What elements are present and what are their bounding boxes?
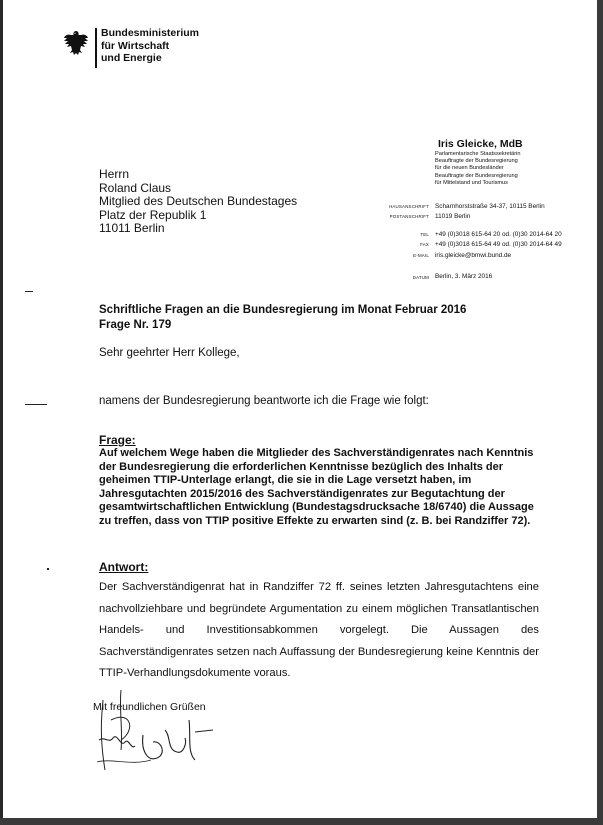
federal-eagle-icon bbox=[63, 29, 89, 57]
punch-mark bbox=[25, 404, 47, 405]
subject-line: Schriftliche Fragen an die Bundesregierung im Monat Februar 2016 bbox=[99, 304, 467, 316]
sender-name: Iris Gleicke, MdB bbox=[438, 138, 523, 150]
house-address: Scharnhorststraße 34-37, 10115 Berlin bbox=[435, 203, 545, 210]
salutation: Sehr geehrter Herr Kollege, bbox=[99, 347, 240, 359]
ministry-name bbox=[101, 27, 199, 65]
house-address-label: HAUSANSCHRIFT bbox=[389, 204, 429, 209]
question-number: Frage Nr. 179 bbox=[99, 319, 172, 331]
post-address-label: POSTANSCHRIFT bbox=[389, 214, 429, 219]
recipient-line: Roland Claus bbox=[99, 180, 172, 195]
answer-label: Antwort: bbox=[99, 560, 149, 574]
email-label: E-MAIL bbox=[413, 253, 429, 258]
letter-page bbox=[3, 0, 597, 818]
subject bbox=[99, 303, 466, 333]
answer-text: Der Sachverständigenrat hat in Randziffer 72 ff. seines letzten Jahresgutachtens eine nachvollziehbare und begründete Argumentation zu einem möglichen Transatlantischen Handels- und Investitionsabkommen vorgelegt. Die Aussagen des Sachverständigenrates setzen nach Auffassung der Bundesregierung keine Kenntnis der TTIP-Verhandlungsdokumente voraus. bbox=[99, 581, 539, 679]
sender-role: Beauftragte der Bundesregierung bbox=[435, 158, 518, 165]
recipient-address bbox=[99, 168, 297, 236]
letter-date: Berlin, 3. März 2016 bbox=[435, 273, 493, 280]
handwritten-signature bbox=[91, 680, 221, 780]
sender-role: Parlamentarische Staatssekretärin bbox=[435, 151, 521, 157]
post-address: 11019 Berlin bbox=[435, 213, 471, 220]
closing-greeting: Mit freundlichen Grüßen bbox=[93, 701, 206, 713]
question-text: Auf welchem Wege haben die Mitglieder des Sachverständigenrates nach Kenntnis der Bundesregierung die erforderlichen Kenntnisse bezüglich des Inhalts der geheimen TTIP-Unterlage erlangt, die sie in die Lage versetzt haben, im Jahresgutachten 2015/2016 des Sachverständigenrates zur Begutachtung der gesamtwirtschaftlichen Entwicklung (Bundestagsdrucksache 18/6740) die Aussage zu treffen, dass von TTIP positive Effekte zu erwarten sind (z. B. bei Randziffer 72). bbox=[99, 447, 534, 527]
recipient-line: Herrn bbox=[99, 167, 130, 181]
sender-role: für Mittelstand und Tourismus bbox=[435, 179, 508, 186]
sender-role: Beauftragte der Bundesregierung bbox=[435, 172, 518, 179]
sender-role: für die neuen Bundesländer bbox=[435, 165, 504, 172]
fax-label: FAX bbox=[420, 242, 429, 247]
recipient-line: 11011 Berlin bbox=[99, 221, 165, 236]
fax-number: +49 (0)3018 615-64 49 od. (0)30 2014-64 49 bbox=[435, 241, 562, 248]
email-address: iris.gleicke@bmwi.bund.de bbox=[435, 252, 512, 259]
date-label: DATUM bbox=[412, 275, 429, 280]
sender-roles bbox=[435, 151, 521, 187]
tel-number: +49 (0)3018 615-64 20 od. (0)30 2014-64 20 bbox=[435, 231, 562, 238]
recipient-line: Mitglied des Deutschen Bundestages bbox=[99, 194, 298, 209]
scan-speck bbox=[47, 568, 49, 570]
question-label: Frage: bbox=[99, 433, 136, 447]
letterhead-divider bbox=[95, 28, 97, 68]
intro-sentence: namens der Bundesregierung beantworte ich die Frage wie folgt: bbox=[99, 395, 429, 407]
tel-label: TEL bbox=[420, 232, 429, 237]
ministry-line: für Wirtschaft bbox=[101, 39, 170, 52]
ministry-line: und Energie bbox=[101, 52, 162, 64]
ministry-line: Bundesministerium bbox=[101, 27, 200, 39]
scan-bottom-edge bbox=[0, 818, 603, 825]
fold-mark bbox=[25, 291, 33, 292]
recipient-line: Platz der Republik 1 bbox=[99, 207, 207, 222]
